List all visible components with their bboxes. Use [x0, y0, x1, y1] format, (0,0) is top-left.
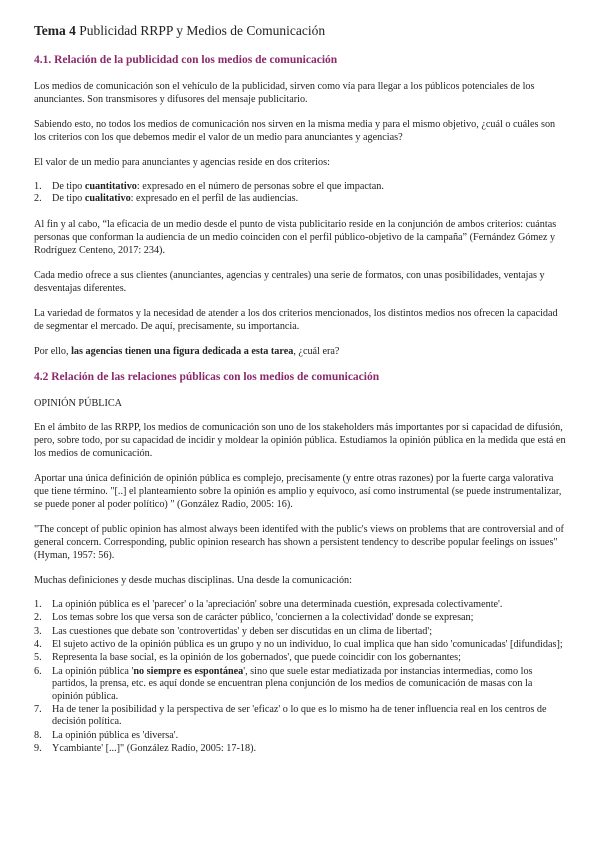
- list-item: [34, 639, 566, 651]
- paragraph: En el ámbito de las RRPP, los medios de comunicación son uno de los stakeholders más importantes por si capacidad de difusión, pero, sobre todo, por su capacidad de incidir y moldear la opinión pública. Estudiamos la opinión pública en la medida que está en los medios de comunicación.: [34, 421, 566, 459]
- list-text: Los temas sobre los que versa son de carácter público, 'conciernen a la colectividad' donde se expresan;: [52, 612, 474, 624]
- list-text: El sujeto activo de la opinión pública es un grupo y no un individuo, lo cual implica que han sido 'comunicadas' [difundidas];: [52, 639, 563, 651]
- list-emphasis: no siempre es espontánea: [133, 665, 244, 677]
- list-text: De tipo: [52, 181, 85, 192]
- paragraph: El valor de un medio para anunciantes y agencias reside en dos criterios:: [34, 157, 330, 168]
- paragraph: Los medios de comunicación son el vehículo de la publicidad, sirven como vía para llegar a los públicos potenciales de los anunciantes. Son transmisores y difusores del mensaje publicitario.: [34, 81, 535, 105]
- list-item: [34, 612, 566, 624]
- list-item: [34, 599, 566, 611]
- list-text: : expresado en el número de personas sobre el que impactan.: [136, 181, 384, 192]
- topic-title: Publicidad RRPP y Medios de Comunicación: [75, 23, 326, 38]
- list-number: 2.: [34, 612, 42, 624]
- paragraph: Cada medio ofrece a sus clientes (anunciantes, agencias y centrales) una serie de formatos, con unas posibilidades, ventajas y desventajas diferentes.: [34, 269, 545, 294]
- paragraph: La variedad de formatos y la necesidad de atender a los dos criterios mencionados, los distintos medios nos ofrecen la capacidad de segmentar el mercado. De aquí, precisamente, su importancia.: [34, 307, 558, 332]
- list-text: ', sino que suele estar mediatizada por instancias intermedias, como los partidos, la prensa, etc. es aquí donde se encuentran plena conjunción de los medios de comunicación de masas con la opinión pública.: [52, 665, 533, 702]
- list-item: [34, 743, 566, 755]
- list-item: [34, 652, 566, 664]
- paragraph: Muchas definiciones y desde muchas disciplinas. Una desde la comunicación:: [34, 574, 352, 586]
- list-number: 3.: [34, 625, 42, 637]
- paragraph: Al fin y al cabo, “la eficacia de un medio desde el punto de vista publicitario reside en la conjunción de ambos criterios: cuántas personas que conforman la audiencia de un medio coinciden con el perfil público-objetivo de la campaña” (Fernández Gómez y Rodríguez Centeno, 2017: 234).: [34, 218, 557, 256]
- list-number: 7.: [34, 704, 42, 716]
- subheading: OPINIÓN PÚBLICA: [34, 397, 123, 409]
- list-number: 8.: [34, 729, 42, 741]
- paragraph-text: , ¿cuál era?: [293, 345, 340, 357]
- list-number: 1.: [34, 181, 42, 192]
- list-item: [34, 704, 566, 729]
- definition-list: [34, 599, 566, 756]
- list-emphasis: cualitativo: [84, 193, 131, 205]
- document-title: [34, 22, 566, 39]
- paragraph-emphasis: las agencias tienen una figura dedicada a esta tarea: [71, 345, 294, 357]
- list-text: Las cuestiones que debate son 'controvertidas' y deben ser discutidas en un clima de libertad';: [52, 625, 433, 637]
- list-text: : expresado en el perfil de las audiencias.: [130, 193, 299, 205]
- list-emphasis: cuantitativo: [84, 181, 137, 192]
- list-item: [34, 181, 566, 193]
- list-item: [34, 666, 566, 703]
- list-text: De tipo: [52, 193, 85, 205]
- list-text: Ha de tener la posibilidad y la perspectiva de ser 'eficaz' o lo que es lo mismo ha de tener influencia real en los centros de decisión política.: [52, 704, 547, 728]
- paragraph: [34, 345, 566, 358]
- criteria-list: [34, 181, 566, 206]
- section-heading-4-1: 4.1. Relación de la publicidad con los medios de comunicación: [34, 54, 338, 66]
- list-number: 9.: [34, 743, 42, 755]
- paragraph: Sabiendo esto, no todos los medios de comunicación nos sirven en la misma media y para el mismo objetivo, ¿cuál o cuáles son los criterios con los que debemos medir el valor de un medio para anunciantes y agencias?: [34, 119, 556, 143]
- list-number: 1.: [34, 598, 42, 610]
- paragraph-text: Por ello,: [34, 345, 72, 357]
- list-text: La opinión pública es 'diversa'.: [52, 729, 179, 741]
- paragraph: "The concept of public opinion has almost always been identifed with the public's views on problems that are controversial and of general concern. Corresponding, public opinion research has shown a persistent tendency to describe popular feelings on issues" (Hyman, 1957: 56).: [34, 523, 564, 561]
- section-heading-4-2: 4.2 Relación de las relaciones públicas con los medios de comunicación: [34, 370, 380, 383]
- list-text: Representa la base social, es la opinión de los gobernados', que puede coincidir con los gobernantes;: [52, 652, 461, 664]
- list-text: Ycambiante' [...]" (González Radío, 2005: 17-18).: [52, 743, 257, 755]
- topic-number: Tema 4: [34, 23, 76, 38]
- list-number: 6.: [34, 665, 42, 677]
- paragraph: Aportar una única definición de opinión pública es complejo, precisamente (y entre otras razones) por la fuerte carga valorativa que tiene término. "[..] el planteamiento sobre la opinión es amplio y equívoco, así como instrumental (se puede instrumentalizar, se puede poner al poder político) " (González Radio, 2005: 16).: [34, 472, 562, 510]
- list-item: [34, 193, 566, 205]
- list-text: La opinión pública es el 'parecer' o la 'apreciación' sobre una determinada cuestión, expresada colectivamente'.: [52, 598, 503, 610]
- list-item: [34, 730, 566, 742]
- list-number: 4.: [34, 639, 42, 651]
- list-item: [34, 626, 566, 638]
- list-number: 5.: [34, 652, 42, 664]
- list-text: La opinión pública ': [52, 665, 134, 677]
- list-number: 2.: [34, 193, 42, 205]
